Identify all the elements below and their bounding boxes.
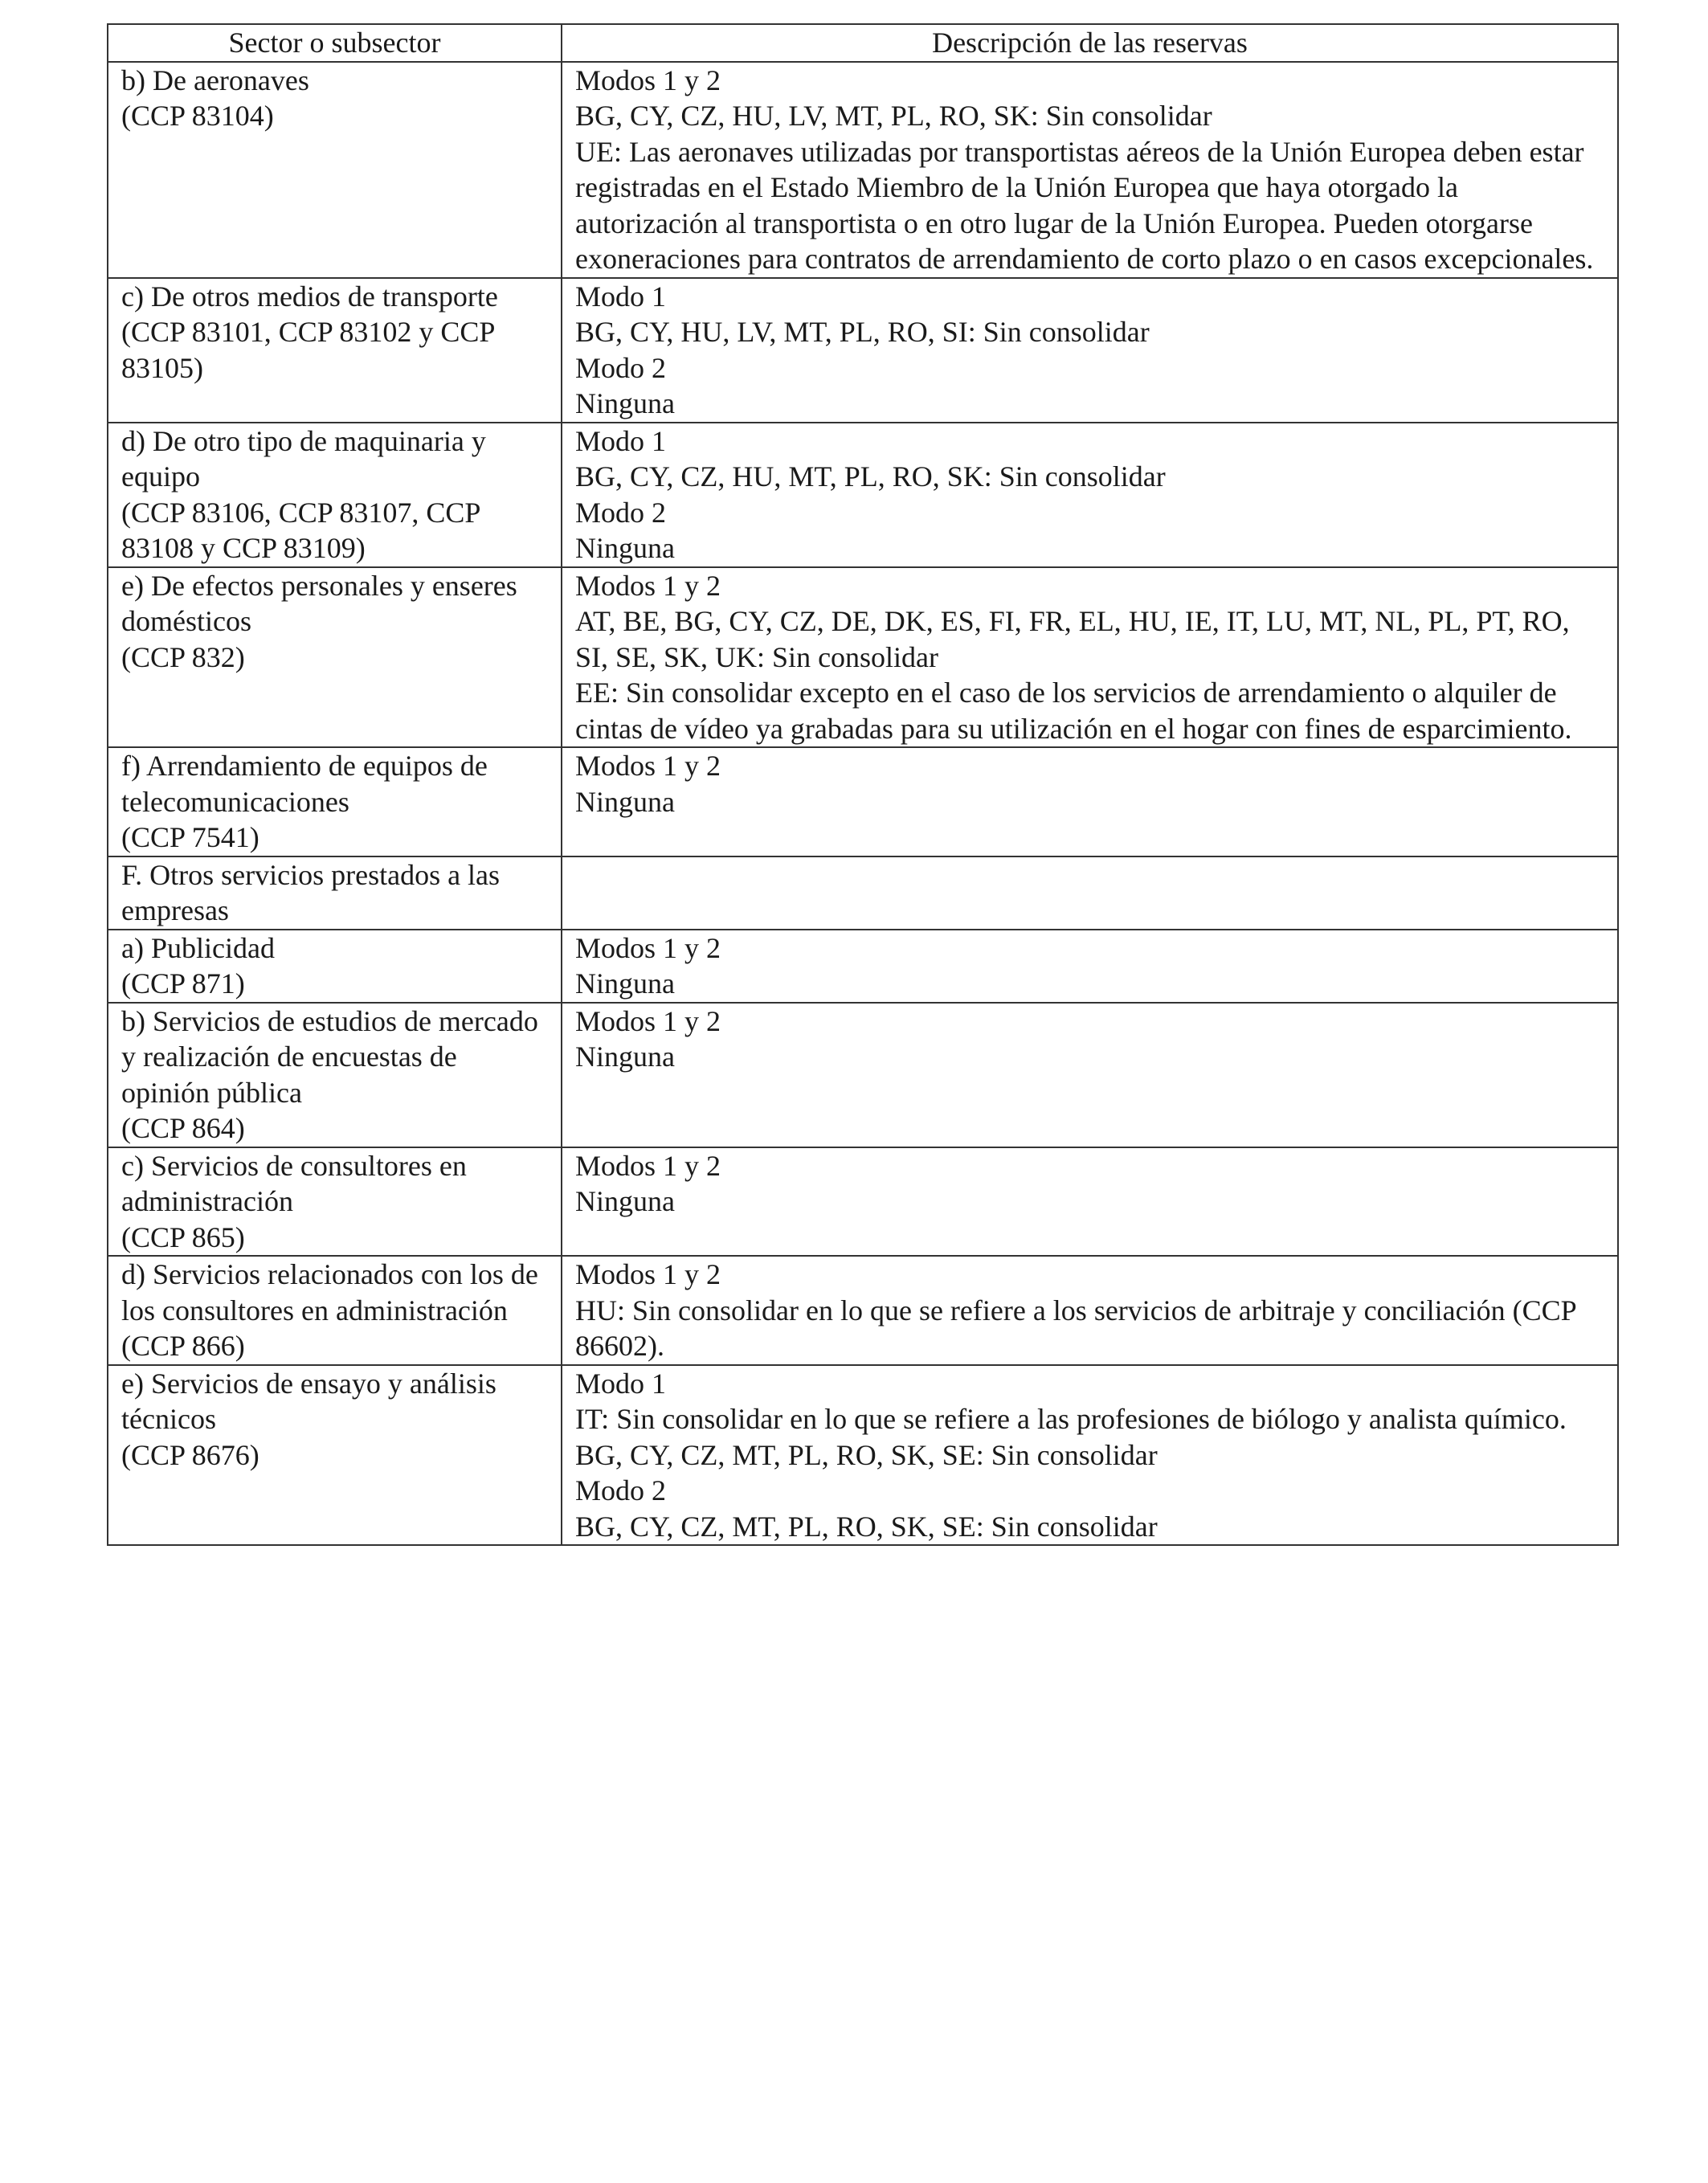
column-header-description: Descripción de las reservas <box>562 24 1618 62</box>
description-line: Modos 1 y 2 <box>575 1004 721 1037</box>
sector-line: (CCP 83101, CCP 83102 y CCP 83105) <box>121 316 502 384</box>
sector-cell <box>108 1365 562 1546</box>
sector-line: (CCP 8676) <box>121 1438 259 1471</box>
description-line: IT: Sin consolidar en lo que se refiere a las profesiones de biólogo y analista químico. <box>575 1403 1567 1435</box>
sector-line: (CCP 865) <box>121 1220 245 1253</box>
table-row <box>108 567 1618 748</box>
description-line: Ninguna <box>575 532 675 564</box>
description-cell <box>562 1147 1618 1257</box>
sector-line: c) Servicios de consultores en administración <box>121 1149 474 1217</box>
sector-cell <box>108 423 562 567</box>
description-line: Modo 1 <box>575 1367 667 1400</box>
description-line: Modos 1 y 2 <box>575 1258 721 1290</box>
sector-line: (CCP 864) <box>121 1112 245 1144</box>
description-line: BG, CY, CZ, MT, PL, RO, SK, SE: Sin consolidar <box>575 1438 1158 1471</box>
description-line: Modos 1 y 2 <box>575 931 721 964</box>
sector-line: F. Otros servicios prestados a las empresas <box>121 858 508 926</box>
description-line: EE: Sin consolidar excepto en el caso de los servicios de arrendamiento o alquiler de cintas de vídeo ya grabadas para su utilización en el hogar con fines de esparcimiento. <box>575 677 1572 745</box>
description-line: Modos 1 y 2 <box>575 1149 721 1182</box>
description-line: BG, CY, CZ, HU, LV, MT, PL, RO, SK: Sin consolidar <box>575 100 1212 132</box>
table-row <box>108 1365 1618 1546</box>
description-line: Modo 1 <box>575 424 667 457</box>
description-cell <box>562 567 1618 748</box>
description-line: UE: Las aeronaves utilizadas por transportistas aéreos de la Unión Europea deben estar registradas en el Estado Miembro de la Unión Europea que haya otorgado la autorización al transportista o en otro lugar de la Unión Europea. Pueden otorgarse exoneraciones para contratos de arrendamiento de corto plazo o en casos excepcionales. <box>575 135 1594 275</box>
description-line: Modo 2 <box>575 496 667 529</box>
sector-cell <box>108 930 562 1003</box>
table-row <box>108 856 1618 930</box>
description-line: Ninguna <box>575 1040 675 1073</box>
sector-line: e) Servicios de ensayo y análisis técnicos <box>121 1367 504 1435</box>
reservations-table <box>107 23 1619 1546</box>
description-line: BG, CY, CZ, MT, PL, RO, SK, SE: Sin consolidar <box>575 1510 1158 1543</box>
description-line: HU: Sin consolidar en lo que se refiere a los servicios de arbitraje y conciliación (CCP 86602). <box>575 1294 1583 1362</box>
description-line: Modos 1 y 2 <box>575 569 721 602</box>
sector-line: (CCP 83104) <box>121 100 274 132</box>
sector-line: b) De aeronaves <box>121 63 309 96</box>
description-cell <box>562 1003 1618 1147</box>
description-cell <box>562 930 1618 1003</box>
table-row <box>108 1003 1618 1147</box>
description-line: Ninguna <box>575 387 675 419</box>
sector-cell <box>108 278 562 423</box>
description-cell <box>562 278 1618 423</box>
description-line: Modos 1 y 2 <box>575 63 721 96</box>
sector-line: c) De otros medios de transporte <box>121 280 498 313</box>
description-line: Ninguna <box>575 967 675 1000</box>
description-cell <box>562 62 1618 278</box>
description-cell <box>562 747 1618 856</box>
sector-line: (CCP 871) <box>121 967 245 1000</box>
description-cell <box>562 1256 1618 1365</box>
sector-line: d) De otro tipo de maquinaria y equipo <box>121 424 493 493</box>
sector-line: (CCP 832) <box>121 640 245 673</box>
table-row <box>108 747 1618 856</box>
sector-cell <box>108 62 562 278</box>
sector-line: (CCP 7541) <box>121 821 259 853</box>
table-body <box>108 62 1618 1546</box>
table-row <box>108 1256 1618 1365</box>
column-header-sector: Sector o subsector <box>108 24 562 62</box>
sector-cell <box>108 1147 562 1257</box>
sector-line: (CCP 866) <box>121 1330 245 1362</box>
description-line: Ninguna <box>575 785 675 818</box>
table-row <box>108 62 1618 278</box>
description-line: Modo 2 <box>575 351 667 384</box>
sector-line: d) Servicios relacionados con los de los consultores en administración <box>121 1258 545 1327</box>
sector-cell <box>108 567 562 748</box>
sector-cell <box>108 1256 562 1365</box>
description-line: AT, BE, BG, CY, CZ, DE, DK, ES, FI, FR, EL, HU, IE, IT, LU, MT, NL, PL, PT, RO, SI, SE, SK, UK: Sin consolidar <box>575 605 1577 673</box>
description-line: Modo 2 <box>575 1474 667 1506</box>
sector-cell <box>108 856 562 930</box>
sector-cell <box>108 1003 562 1147</box>
sector-line: f) Arrendamiento de equipos de telecomunicaciones <box>121 750 495 818</box>
table-header-row <box>108 24 1618 62</box>
description-line: Modo 1 <box>575 280 667 313</box>
table-row <box>108 423 1618 567</box>
table-row <box>108 278 1618 423</box>
description-cell <box>562 856 1618 930</box>
description-cell <box>562 1365 1618 1546</box>
description-cell <box>562 423 1618 567</box>
description-line: Ninguna <box>575 1185 675 1217</box>
description-line: BG, CY, CZ, HU, MT, PL, RO, SK: Sin consolidar <box>575 460 1166 493</box>
sector-line: a) Publicidad <box>121 931 275 964</box>
sector-cell <box>108 747 562 856</box>
table-row <box>108 1147 1618 1257</box>
table-row <box>108 930 1618 1003</box>
sector-line: b) Servicios de estudios de mercado y realización de encuestas de opinión pública <box>121 1004 545 1109</box>
sector-line: (CCP 83106, CCP 83107, CCP 83108 y CCP 83109) <box>121 496 488 564</box>
sector-line: e) De efectos personales y enseres domésticos <box>121 569 525 637</box>
description-line: Modos 1 y 2 <box>575 750 721 782</box>
description-line: BG, CY, HU, LV, MT, PL, RO, SI: Sin consolidar <box>575 316 1150 348</box>
